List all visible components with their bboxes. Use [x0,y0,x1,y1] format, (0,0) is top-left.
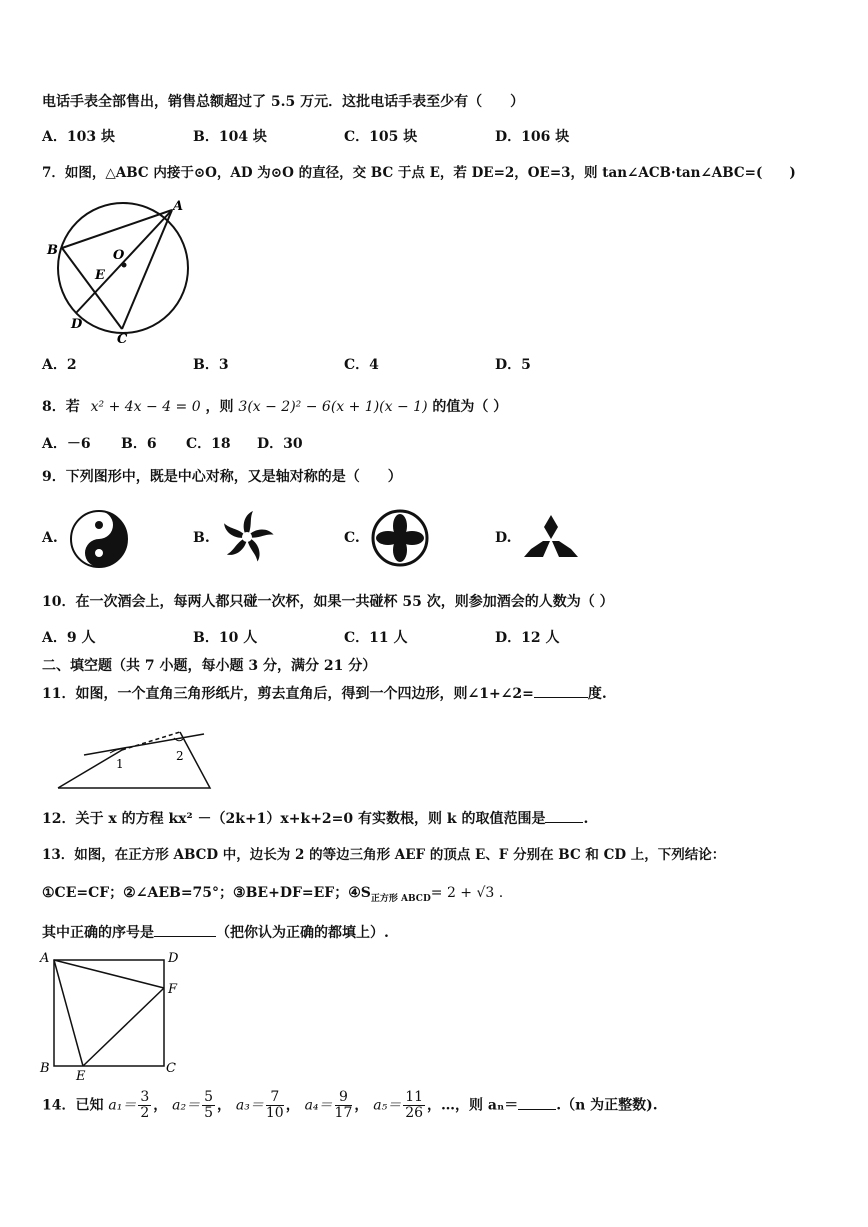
four-petal-circle-icon [370,508,430,568]
q13-answer-a: 其中正确的序号是 [42,925,154,941]
label-o: O [113,248,125,263]
q13-conclusions-text: ①CE=CF；②∠AEB=75°；③BE+DF=EF；④S [42,885,371,901]
sq-label-f: F [168,982,178,997]
q8-option-c: C．18 [186,436,231,452]
pinwheel-icon [218,508,276,566]
q12-stem-a: 12．关于 x 的方程 kx² －（2k+1）x+k+2=0 有实数根，则 k 的取值范围是 [42,811,546,827]
q13-stem: 13．如图，在正方形 ABCD 中，边长为 2 的等边三角形 AEF 的顶点 E、F 分别在 BC 和 CD 上，下列结论： [42,847,726,863]
q11-answer-blank [534,697,588,698]
q14-tail-a: ，…，则 aₙ＝ [427,1097,519,1114]
q9-stem: 9．下列图形中，既是中心对称，又是轴对称的是（ ） [42,469,402,485]
q14-term-4-frac: $\frac{9}{17}$ [334,1089,353,1121]
q8-number: 8．若 [42,399,80,415]
q14-term-5-frac: $\frac{11}{26}$ [405,1089,424,1121]
angle-1-label: 1 [116,757,124,771]
q14-stem: 14．已知 a₁＝ $\frac{3}{2}$ ， a₂＝ $\frac{5}{5}$ ， a₃＝ $\frac{7}{10}$ ， a₄＝ $\frac{9}{17}$ ， a₅＝ $\frac{11}{26}$ ，…，则 aₙ＝ .（n 为正整数). [42,1089,658,1121]
q7-stem: 7．如图，△ABC 内接于⊙O，AD 为⊙O 的直径，交 BC 于点 E，若 DE=2，OE=3，则 tan∠ACB·tan∠ABC=( ) [42,165,796,181]
label-a: A [173,199,184,214]
q8-expression: 3(x − 2)² − 6(x + 1)(x − 1) [238,399,428,415]
q10-option-a: A．9 人 [42,630,96,646]
q12-stem [42,808,588,828]
q7-option-c: C．4 [344,357,379,373]
q11-stem [42,683,607,703]
q9-option-c: C. [344,530,360,546]
q7-option-b: B．3 [193,357,229,373]
q14-term-2-name: a₂＝ [172,1097,201,1114]
q8-tail: 的值为（ ） [432,399,508,415]
q13-area-subscript: 正方形 ABCD [370,893,431,904]
q6-option-d: D．106 块 [495,129,570,145]
label-b: B [47,243,58,258]
q13-square-figure [38,948,188,1082]
q14-answer-blank [518,1109,556,1110]
section-2-heading: 二、填空题（共 7 小题，每小题 3 分，满分 21 分） [42,658,377,674]
q11-stem-a: 11．如图，一个直角三角形纸片，剪去直角后，得到一个四边形，则∠1+∠2= [42,686,534,702]
q14-term-3-name: a₃＝ [235,1097,264,1114]
sq-label-e: E [76,1069,86,1082]
q14-term-4-name: a₄＝ [304,1097,333,1114]
q6-stem: 电话手表全部售出，销售总额超过了 5.5 万元．这批电话手表至少有（ ） [42,94,525,110]
q13-answer-b: （把你认为正确的都填上）. [216,925,389,941]
q14-tail-b: .（n 为正整数). [556,1097,658,1114]
label-e: E [95,268,105,283]
q8-option-a: A．－6 [42,436,91,452]
q10-option-d: D．12 人 [495,630,560,646]
yin-yang-icon [69,509,129,569]
q14-term-1-frac: $\frac{3}{2}$ [140,1089,150,1121]
q8-equation: x² + 4x − 4 = 0 [90,399,201,415]
q10-stem: 10．在一次酒会上，每两人都只碰一次杯，如果一共碰杯 55 次，则参加酒会的人数为（ ） [42,594,614,610]
q13-answer-line [42,922,389,942]
label-c: C [117,332,128,346]
q9-option-d: D. [495,530,512,546]
q6-option-b: B．104 块 [193,129,267,145]
sq-label-a: A [40,951,50,966]
q8-option-d: D．30 [257,436,303,452]
sq-label-d: D [168,951,179,966]
q9-option-a: A. [42,530,58,546]
q14-prefix: 14．已知 [42,1097,104,1114]
point-o [122,263,127,268]
q11-stem-b: 度. [587,686,607,702]
q14-term-5-name: a₅＝ [373,1097,402,1114]
q12-answer-blank [545,822,583,823]
sq-label-b: B [40,1061,50,1076]
q14-term-1-name: a₁＝ [108,1097,137,1114]
q7-circle-figure [42,196,202,346]
q10-option-c: C．11 人 [344,630,408,646]
q13-conclusions [42,882,503,904]
angle-2-label: 2 [176,749,184,763]
q13-conclusion-tail: = 2 + √3 . [430,885,504,901]
q6-option-c: C．105 块 [344,129,418,145]
q13-answer-blank [154,936,216,937]
q14-term-3-frac: $\frac{7}{10}$ [265,1089,284,1121]
q8-option-b: B．6 [121,436,157,452]
q12-stem-b: . [583,811,589,827]
q11-triangle-figure [52,712,222,792]
q8-stem [42,396,507,416]
q7-option-a: A．2 [42,357,77,373]
q9-option-b: B. [193,530,210,546]
q6-option-a: A．103 块 [42,129,115,145]
segment-ac [122,210,172,329]
q8-mid: ，则 [205,399,234,415]
three-diamond-icon [523,513,579,561]
sq-label-c: C [166,1061,176,1076]
q14-term-2-frac: $\frac{5}{5}$ [204,1089,214,1121]
q10-option-b: B．10 人 [193,630,258,646]
q7-option-d: D．5 [495,357,531,373]
label-d: D [71,317,83,332]
